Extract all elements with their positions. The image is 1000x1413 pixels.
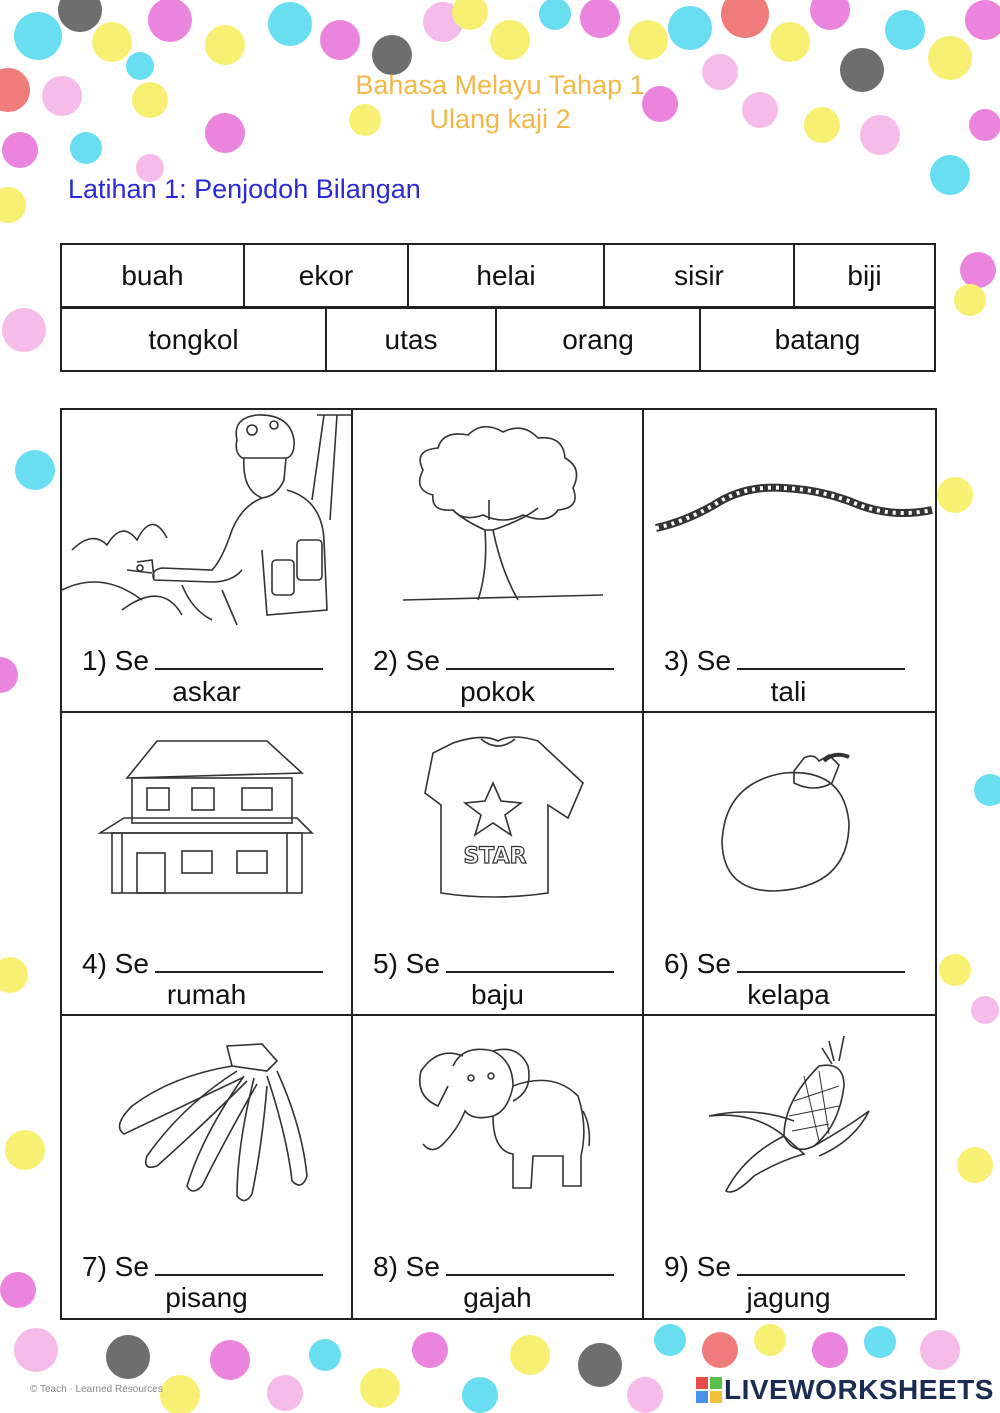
house-picture	[62, 713, 351, 933]
banana-picture	[62, 1016, 351, 1236]
question-card	[644, 713, 935, 1016]
question-noun: tali	[770, 676, 807, 707]
question-grid	[60, 408, 937, 1320]
shirt-print-text: STAR	[463, 844, 527, 869]
question-label: 3) Se	[664, 645, 731, 676]
word-bank-item: biji	[847, 259, 882, 291]
question-prompt	[82, 642, 323, 677]
question-card	[353, 1016, 644, 1318]
question-noun: baju	[471, 979, 524, 1010]
word-bank-item: buah	[62, 245, 245, 306]
word-bank-row-2	[60, 307, 936, 372]
question-noun: rumah	[166, 979, 247, 1010]
question-label: 8) Se	[373, 1251, 440, 1282]
word-bank-item: orang	[497, 309, 701, 370]
question-card	[62, 713, 353, 1016]
word-bank-item: utas	[327, 309, 497, 370]
question-label: 5) Se	[373, 948, 440, 979]
question-label: 2) Se	[373, 645, 440, 676]
question-label: 7) Se	[82, 1251, 149, 1282]
word-bank-item: ekor	[245, 245, 409, 306]
word-bank-row-1	[60, 243, 936, 308]
question-prompt	[664, 642, 905, 677]
question-label: 9) Se	[664, 1251, 731, 1282]
answer-blank[interactable]	[446, 642, 614, 670]
question-prompt	[373, 642, 614, 677]
question-prompt	[373, 1248, 614, 1283]
coconut-picture	[644, 713, 933, 933]
question-card	[62, 410, 353, 713]
question-noun: pisang	[165, 1282, 248, 1313]
liveworksheets-logo[interactable]	[696, 1374, 994, 1406]
tree-picture	[353, 410, 642, 630]
word-bank-item: batang	[774, 323, 861, 355]
question-noun: jagung	[746, 1282, 831, 1313]
elephant-picture	[353, 1016, 642, 1236]
word-bank-item: tongkol	[62, 309, 327, 370]
question-prompt	[373, 945, 614, 980]
footer-credit: © Teach · Learned Resources	[30, 1384, 163, 1395]
question-card	[644, 410, 935, 713]
question-noun: askar	[172, 676, 241, 707]
brand-name: LIVEWORKSHEETS	[724, 1374, 994, 1405]
answer-blank[interactable]	[155, 945, 323, 973]
rope-picture	[644, 410, 933, 630]
answer-blank[interactable]	[155, 1248, 323, 1276]
question-card	[353, 713, 644, 1016]
question-noun: gajah	[463, 1282, 532, 1313]
worksheet-subtitle: Ulang kaji 2	[429, 104, 571, 134]
answer-blank[interactable]	[737, 945, 905, 973]
question-card	[353, 410, 644, 713]
question-label: 6) Se	[664, 948, 731, 979]
answer-blank[interactable]	[155, 642, 323, 670]
exercise-heading: Latihan 1: Penjodoh Bilangan	[68, 174, 421, 204]
question-noun: pokok	[460, 676, 535, 707]
question-prompt	[664, 945, 905, 980]
question-noun: kelapa	[747, 979, 830, 1010]
answer-blank[interactable]	[446, 1248, 614, 1276]
question-card	[644, 1016, 935, 1318]
liveworksheets-icon	[696, 1377, 722, 1403]
question-card	[62, 1016, 353, 1318]
question-prompt	[664, 1248, 905, 1283]
answer-blank[interactable]	[737, 1248, 905, 1276]
question-prompt	[82, 945, 323, 980]
word-bank-item: sisir	[605, 245, 795, 306]
worksheet-title: Bahasa Melayu Tahap 1	[355, 70, 645, 100]
question-label: 4) Se	[82, 948, 149, 979]
word-bank-item: helai	[409, 245, 605, 306]
soldier-picture	[62, 410, 351, 630]
shirt-picture	[353, 713, 642, 933]
question-prompt	[82, 1248, 323, 1283]
answer-blank[interactable]	[737, 642, 905, 670]
corn-picture	[644, 1016, 933, 1236]
answer-blank[interactable]	[446, 945, 614, 973]
question-label: 1) Se	[82, 645, 149, 676]
